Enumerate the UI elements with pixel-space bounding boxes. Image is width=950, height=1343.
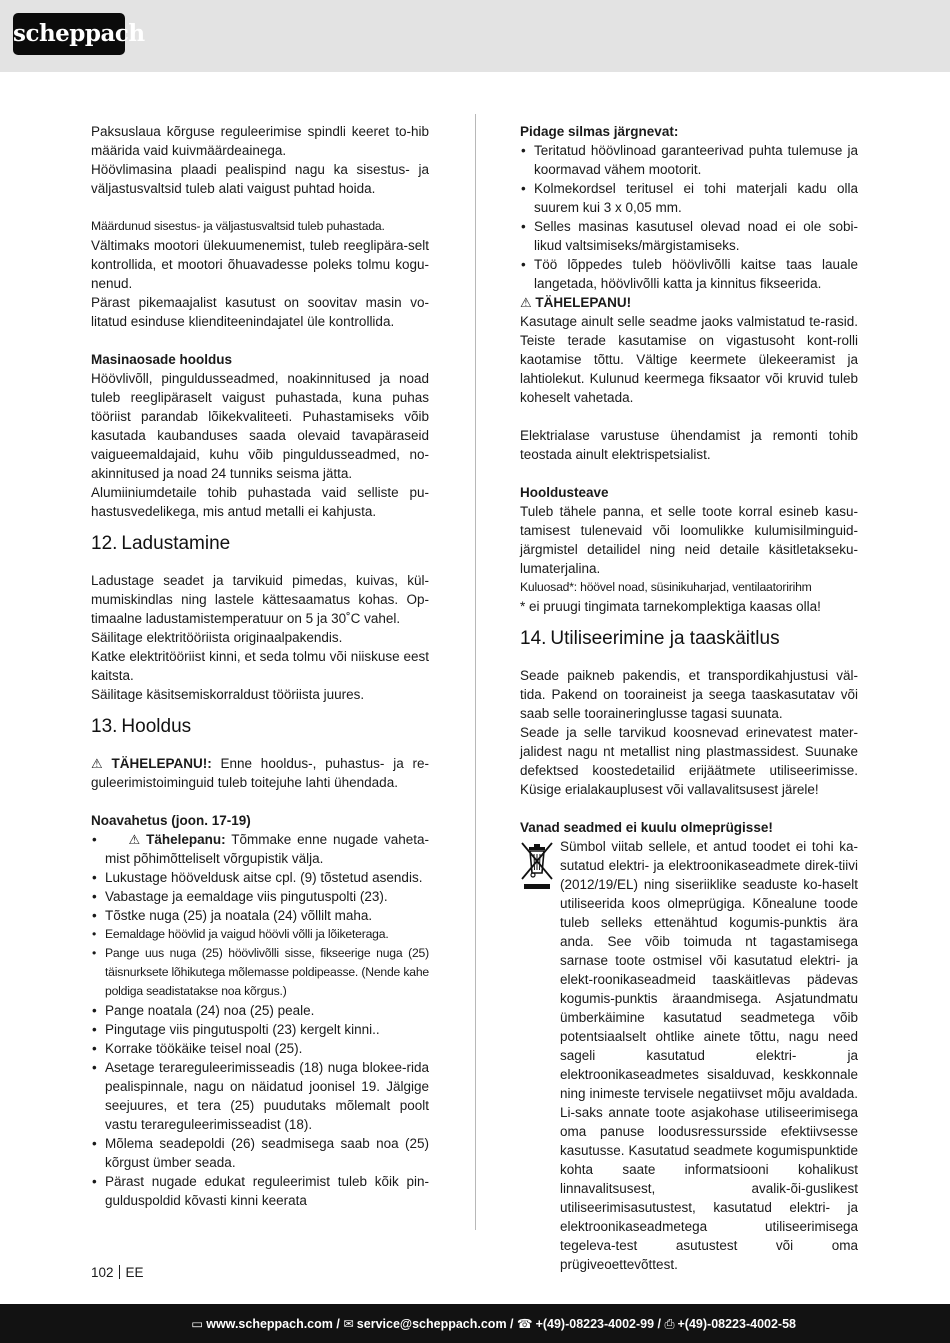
paragraph: Alumiiniumdetaile tohib puhastada vaid selliste pu-hastusvedelikega, mis antud metalli ei kahjusta. <box>91 485 429 519</box>
footer-bar <box>0 1304 950 1343</box>
scheppach-logo: scheppach <box>13 13 125 55</box>
list-item: • Teritatud höövlinoad garanteerivad puhta tulemuse ja koormavad vähem mootorit. <box>521 143 858 177</box>
warning-triangle-icon: ⚠ <box>91 756 103 771</box>
email-icon: ✉ <box>343 1317 354 1331</box>
paragraph: Seade paikneb pakendis, et transpordikahjustusi väl-tida. Pakend on tooraineist ja seega taaskasutatav või saab selle tooraineringlusse tagasi suunata. <box>520 668 858 721</box>
paragraph: Pärast pikemaajalist kasutust on soovitav masin vo-litatud esinduse klienditeenindajatel üle kontrollida. <box>91 295 429 329</box>
paragraph: Ladustage seadet ja tarvikuid pimedas, kuivas, kül-mumiskindlas ning lastele kättesaamatus kohas. Op-timaalne ladustamistemperatuur on 5 ja 30˚C vahel. <box>91 573 429 626</box>
paragraph: Tuleb tähele panna, et selle toote korral esineb kasu-tamisest tulenevaid või loomulikke kulumisilminguid-järgmistel detailidel ning neid detaile käsitletakseku-lumaterjalina. <box>520 504 858 576</box>
list-item: • Selles masinas kasutusel olevad noad ei ole sobi-likud valtsimiseks/märgistamiseks. <box>521 219 858 253</box>
warning-triangle-icon: ⚠ <box>520 295 532 310</box>
list-item: • Kolmekordsel teritusel ei tohi materjali kadu olla suurem kui 3 x 0,05 mm. <box>521 181 858 215</box>
page-number: 102 EE <box>91 1265 144 1280</box>
email-link[interactable]: service@scheppach.com <box>356 1317 507 1331</box>
chapter-heading-12: 12. Ladustamine <box>91 533 231 554</box>
weee-block <box>520 837 858 1274</box>
list-item: • Korrake töökäike teisel noal (25). <box>92 1041 303 1056</box>
knife-change-list <box>91 830 429 1210</box>
chapter-heading-14: 14. Utiliseerimine ja taaskäitlus <box>520 628 780 649</box>
list-item: • Tõstke nuga (25) ja noatala (24) võllilt maha. <box>92 908 373 923</box>
list-item: • Lukustage hööveldusk aitse cpl. (9) tõstetud asendis. <box>92 870 423 885</box>
fax-icon: ⎙ <box>664 1317 675 1331</box>
paragraph: Määrdunud sisestus- ja väljastusvaltsid tuleb puhastada. <box>91 219 385 233</box>
paragraph: Kasutage ainult selle seadme jaoks valmistatud te-rasid. Teiste terade kasutamise on vigastusoht kont-rolli kaotamise tõttu. Vältige keermete ülekeeramist ja lahtiolekut. Kulunud keermega fiksaator või kruvid tuleb koheselt vahetada. <box>520 314 858 405</box>
paragraph: Säilitage käsitsemiskorraldust tööriista juures. <box>91 687 365 702</box>
warning-triangle-icon: ⚠ <box>128 832 141 847</box>
crossed-out-wheelie-bin-icon <box>520 839 554 893</box>
list-item: • Pärast nugade edukat reguleerimist tuleb kõik pin-gulduspoldid kõvasti kinni keerata <box>92 1174 429 1208</box>
left-column <box>91 122 429 1210</box>
list-item: • Töö lõppedes tuleb höövlivõlli kaitse taas lauale langetada, höövlivõlli katta ja kinnitus fikseerida. <box>521 257 858 291</box>
computer-icon: ▭ <box>191 1317 204 1331</box>
paragraph: Katke elektritööriist kinni, et seda tolmu või niiskuse eest kaitsta. <box>91 649 429 683</box>
warning-paragraph: ⚠ TÄHELEPANU!: Enne hooldus-, puhastus- ja re-guleerimistoiminguid tuleb toitejuhe lahti ühendada. <box>91 756 429 790</box>
header-bar <box>0 0 950 72</box>
section-heading: Pidage silmas järgnevat: <box>520 124 679 139</box>
chapter-heading-13: 13. Hooldus <box>91 716 192 737</box>
list-item: • Mõlema seadepoldi (26) seadmisega saab noa (25) kõrgust ümber seada. <box>92 1136 429 1170</box>
column-divider <box>475 114 476 1230</box>
paragraph: Höövlivõll, pinguldusseadmed, noakinnitused ja noad tuleb reeglipäraselt vaigust puhastada, kuna puhas tööriist parandab lõikekvaliteeti. Puhastamiseks võib kasutada kaubanduses saada olevaid tavapäraseid vaigueemaldajaid, kuhu võib pinguldusseadmed, no-akinnitused ja noad 24 tunniks seisma jätta. <box>91 371 429 481</box>
list-item: • Vabastage ja eemaldage viis pingutuspolti (23). <box>92 889 388 904</box>
paragraph: Höövlimasina plaadi pealispind nagu ka sisestus- ja väljastusvaltsid tuleb alati vaigust puhtad hoida. <box>91 162 429 196</box>
warning-heading: ⚠ TÄHELEPANU! <box>520 295 632 310</box>
paragraph: Paksuslaua kõrguse reguleerimise spindli keeret to-hib määrida vaid kuivmäärdeainega. <box>91 124 429 158</box>
contact-line: ▭ www.scheppach.com / ✉ service@scheppach.com / ☎ +(49)-08223-4002-99 / ⎙ +(49)-08223-4002-58 <box>191 1317 796 1331</box>
section-heading: Vanad seadmed ei kuulu olmeprügisse! <box>520 820 773 835</box>
note-list <box>520 141 858 293</box>
paragraph: Säilitage elektritööriista originaalpakendis. <box>91 630 343 645</box>
fax-number: +(49)-08223-4002-58 <box>677 1317 796 1331</box>
paragraph: Vältimaks mootori ülekuumenemist, tuleb reeglipära-selt kontrollida, et mootori õhuavadesse poleks tolmu kogu-nenud. <box>91 238 429 291</box>
paragraph: * ei pruugi tingimata tarnekomplektiga kaasas olla! <box>520 599 821 614</box>
list-item: • Asetage terareguleerimisseadis (18) nuga blokee-rida pealispinnale, nagu on näidatud joonisel 19. Jälgige seejuures, et tera (25) puudutaks mõlemalt poolt vastu terareguleerimisseadist (18). <box>92 1060 429 1132</box>
paragraph: Seade ja selle tarvikud koosnevad erinevatest mater-jalidest nagu nt metallist ning plastmassidest. Suunake defektsed koostedetailid erijäätmete utiliseerimisse. Küsige erialakauplusest või vallavalitsusest järele! <box>520 725 858 797</box>
section-heading: Hooldusteave <box>520 485 609 500</box>
paragraph: Sümbol viitab sellele, et antud toodet ei tohi ka-sutatud elektri- ja elektroonikaseadmete direk-tiivi (2012/19/EL) ning siseriiklike seaduste ko-haselt utiliseerida koos olmeprügiga. Kõnealune toode tuleb selleks ettenähtud kogumis-punktis ära anda. See võib toimuda nt tagastamisega sarnase toote ostmisel või kasutatud elektri- ja elekt-roonikaseadmeid taaskäitlevas pädevas kogumis-punktis äraandmisega. Asjatundmatu ümberkäimine kasutatud seadmetega võib potentsiaalselt ohtlike ainete tõttu, nagu need sageli kasutatud elektri- ja elektroonikaseadmetes sisalduvad, keskkonnale ning inimeste tervisele negatiivset mõju avaldada. Li-saks annate toote asjakohase utiliseerimisega oma panuse loodusressursside efektiivsesse kasutusse. Kasutatud seadmete kogumispunktide kohta saate informatsiooni kohalikust linnavalitsusest, avalik-õi-guslikest utiliseerimisasutustest, kasutatud elektri- ja elektroonikaseadmetega utiliseerimisega tegeleva-test asutustest või oma prügiveoettevõttest. <box>560 839 858 1272</box>
web-link[interactable]: www.scheppach.com <box>206 1317 333 1331</box>
list-item: • Eemaldage höövlid ja vaigud höövli võlli ja lõiketeraga. <box>92 927 389 941</box>
paragraph: Kuluosad*: höövel noad, süsinikuharjad, ventilaatoririhm <box>520 580 812 594</box>
list-item: • Pange uus nuga (25) höövlivõlli sisse, fikseerige nuga (25) täisnurksete lõhikutega mõlemasse poldipeasse. (Nende kahe poldiga seadistatakse noa kõrgus.) <box>92 946 429 998</box>
section-heading: Noavahetus (joon. 17-19) <box>91 813 251 828</box>
phone-icon: ☎ <box>516 1317 533 1331</box>
right-column <box>520 122 858 1274</box>
list-item: • Pingutage viis pingutuspolti (23) kergelt kinni.. <box>92 1022 380 1037</box>
paragraph: Elektrialase varustuse ühendamist ja remonti tohib teostada ainult elektrispetsialist. <box>520 428 858 462</box>
list-item: • Pange noatala (24) noa (25) peale. <box>92 1003 315 1018</box>
section-heading: Masinaosade hooldus <box>91 352 233 367</box>
phone-number: +(49)-08223-4002-99 <box>535 1317 655 1331</box>
list-item: • ⚠ Tähelepanu: Tõmmake enne nugade vaheta-mist põhimõtteliselt võrgupistik välja. <box>92 832 429 866</box>
